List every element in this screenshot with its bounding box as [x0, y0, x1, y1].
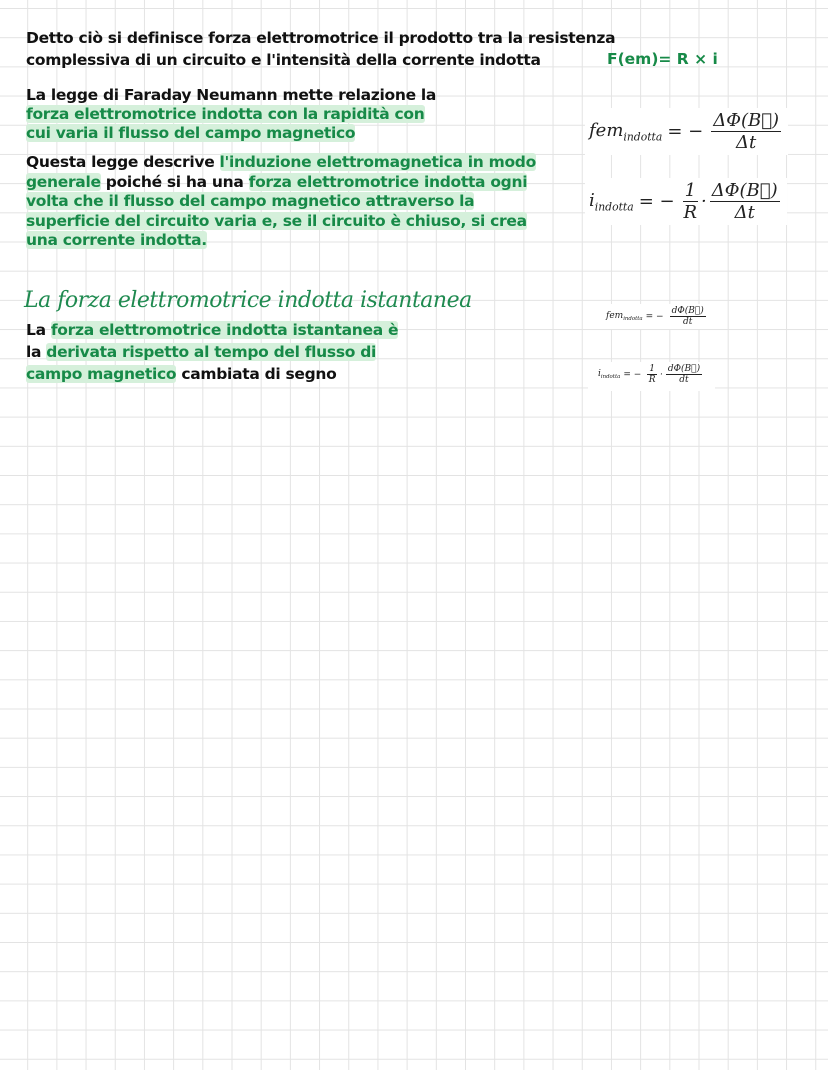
equals-minus: = − [623, 369, 642, 380]
fraction: $\frac{d\Phi(B⃗)}{dt}$ [667, 364, 701, 385]
fraction: $\frac{\Delta\Phi(B⃗)}{\Delta t}$ [711, 180, 778, 223]
paragraph-faraday-line [26, 123, 355, 143]
paragraph-intro-line [26, 28, 615, 48]
paragraph-descrive-line [26, 152, 536, 172]
highlighted-text: volta che il flusso del campo magnetico attraverso la [26, 192, 475, 210]
dot: · [701, 191, 707, 212]
highlighted-text: superficie del circuito varia e, se il circuito è chiuso, si crea [26, 212, 527, 230]
text: La [26, 321, 51, 339]
highlighted-text: campo magnetico [26, 365, 177, 383]
text: Questa legge descrive [26, 153, 220, 171]
fem-definition: F(em)= R × i [607, 50, 718, 68]
highlighted-text: forza elettromotrice indotta ogni [248, 173, 528, 191]
i-symbol: $i_{indotta}$ [598, 368, 621, 381]
text: cambiata di segno [176, 365, 337, 383]
text: La legge di Faraday Neumann mette relazione la [26, 86, 437, 104]
equals-minus: = − [667, 121, 704, 142]
paragraph-intro-line [26, 50, 541, 70]
paragraph-istantanea-line [26, 320, 398, 340]
fraction-1-over-R: $\frac{1}{R}$ [683, 180, 698, 223]
text: Detto ciò si definisce forza elettromotrice il prodotto tra la resistenza [26, 29, 616, 47]
paragraph-faraday-line [26, 85, 436, 105]
fem-symbol: fem$_{indotta}$ [589, 119, 663, 144]
i-symbol: $i_{indotta}$ [589, 189, 634, 214]
paragraph-descrive-line [26, 172, 527, 192]
fem-symbol: fem$_{indotta}$ [606, 310, 643, 323]
equals-minus: = − [638, 191, 675, 212]
section-title: La forza elettromotrice indotta istantanea [24, 288, 472, 313]
highlighted-text: cui varia il flusso del campo magnetico [26, 124, 356, 142]
highlighted-text: una corrente indotta. [26, 231, 207, 249]
text: la [26, 343, 47, 361]
fraction: $\frac{\Delta\Phi(B⃗)}{\Delta t}$ [713, 110, 780, 153]
formula-fem-delta [585, 108, 788, 155]
fraction-1-over-R: $\frac{1}{R}$ [648, 364, 656, 385]
highlighted-text: forza elettromotrice indotta istantanea è [50, 321, 399, 339]
formula-i-derivative [588, 362, 715, 391]
paragraph-descrive-line [26, 230, 207, 250]
highlighted-text: forza elettromotrice indotta con la rapidità con [26, 105, 425, 123]
formula-i-delta [585, 178, 787, 225]
text: complessiva di un circuito e l'intensità della corrente indotta [26, 51, 541, 69]
highlighted-text: derivata rispetto al tempo del flusso di [46, 343, 377, 361]
paragraph-descrive-line [26, 211, 527, 231]
paragraph-descrive-line [26, 191, 474, 211]
text: poiché si ha una [100, 173, 249, 191]
paragraph-istantanea-line [26, 364, 337, 384]
paragraph-faraday-line [26, 104, 425, 124]
highlighted-text: l'induzione elettromagnetica in modo [219, 153, 536, 171]
equals-minus: = − [645, 311, 664, 322]
formula-fem-derivative [598, 304, 717, 329]
paragraph-istantanea-line [26, 342, 376, 362]
dot: · [660, 369, 663, 380]
highlighted-text: generale [26, 173, 101, 191]
fraction: $\frac{d\Phi(B⃗)}{dt}$ [671, 306, 704, 327]
